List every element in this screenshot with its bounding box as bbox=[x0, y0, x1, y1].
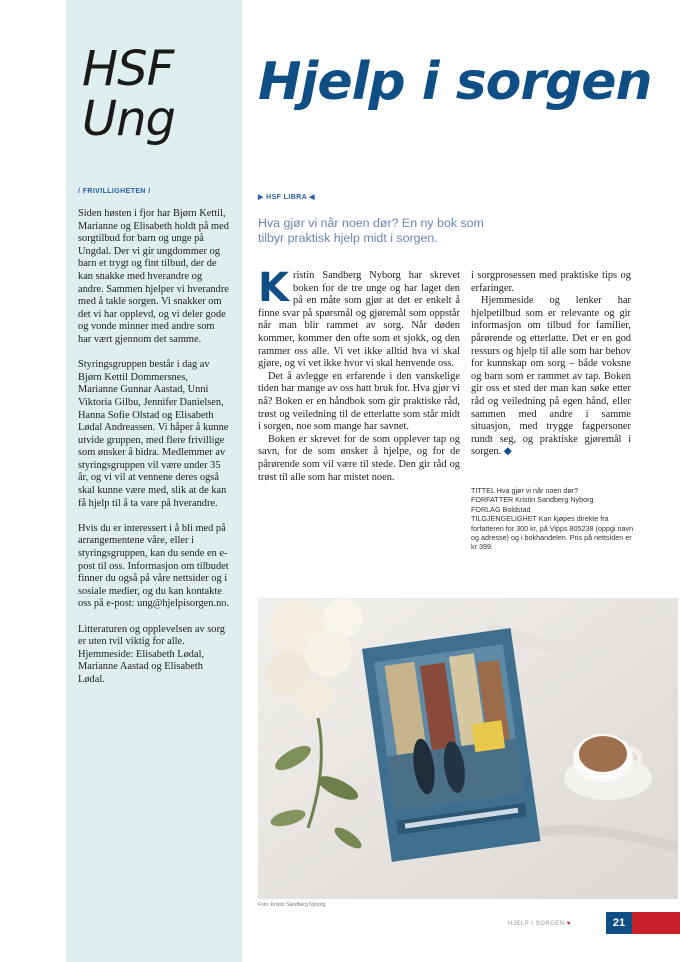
drop-cap: K bbox=[258, 265, 289, 311]
ingress-line-2: tilbyr praktisk hjelp midt i sorgen. bbox=[258, 231, 438, 245]
sidebar-kicker: / FRIVILLIGHETEN / bbox=[78, 188, 151, 195]
page-accent-bar bbox=[632, 912, 680, 934]
article-column-1 bbox=[258, 265, 460, 484]
body-paragraph: i sorgprosessen med praktiske tips og erfaringer. bbox=[471, 270, 631, 294]
body-paragraph-text: Hjemmeside og lenker har hjelpetilbud som er relevante og gir informasjon om tilbud for familier, pårørende og etterlatte. Det er en god ressurs og hjelp til alle som har behov for kunnskap om sorg – både voksne og barn som er rammet av tap. Boken gir oss et sted der man kan søke etter råd og veiledning på egen hånd, eller sammen med andre i samme situasjon, med trygge fagpersoner rundt seg, og praktiske gjøremål i sorgen. bbox=[471, 295, 631, 458]
sidebar-brand bbox=[82, 41, 176, 147]
article-photo bbox=[258, 598, 678, 899]
article-column-2 bbox=[471, 270, 631, 459]
body-paragraph: ristin Sandberg Nyborg har skrevet boken for de tre unge og har laget den på en måte som gjør at det er enkelt å finne svar på spørsmål og gjøremål som oppstår når man blir rammet av sorg. Når døden kommer, kommer den ofte som et sjokk, og den rammer oss alle. Vi vet ikke alltid hva vi skal gjøre, og vi vet ikke hvor vi skal henvende oss. bbox=[258, 270, 460, 370]
sidebar-paragraph: Styringsgruppen består i dag av Bjørn Kettil Dommersnes, Marianne Gunnar Aastad, Unni Viktoria Gilbu, Jennifer Danielsen, Hanna Sofie Olstad og Elisabeth Lødal Andreassen. Vi håper å kunne utvide gruppen, med flere frivillige som ønsker å bidra. Medlemmer av styringsgruppen vil være under 35 år, og vi vil at vennene deres også skal kunne være med, slik at de kan få hjelp til å ta vare på hverandre. bbox=[78, 359, 229, 509]
ingress-line-1: Hva gjør vi når noen dør? En ny bok som bbox=[258, 216, 484, 230]
fact-title: TITTEL Hva gjør vi når noen dør? bbox=[471, 486, 579, 495]
footer-magazine bbox=[508, 921, 571, 927]
fact-availability: TILGJENGELIGHET Kan kjøpes direkte fra forfatteren for 300 kr, på Vipps 805238 (oppgi navn og adresse) og i bokhandelen. Pris på nettsiden er kr 399. bbox=[471, 514, 634, 552]
body-paragraph: Boken er skrevet for de som opplever tap og savn, for de som ønsker å hjelpe, og for de pårørende som vil være til stede. Den gir råd og trøst til alle som har mistet noen. bbox=[258, 433, 460, 483]
heart-icon: ♥ bbox=[566, 921, 571, 927]
sidebar-paragraph: Hvis du er interessert i å bli med på arrangementene våre, eller i styringsgruppen, kan du sende en e-post til oss. Informasjon om tilbudet finner du også på våre nettsider og i sosiale medier, og du kan kontakte oss på e-post: ung@hjelpisorgen.no. bbox=[78, 522, 230, 610]
article-kicker: ▶ HSF LIBRA ◀ bbox=[258, 194, 315, 201]
brand-line-1: HSF bbox=[82, 41, 174, 97]
fact-author: FORFATTER Kristin Sandberg Nyborg bbox=[471, 495, 594, 505]
body-paragraph bbox=[471, 295, 631, 459]
brand-line-2: Ung bbox=[82, 91, 176, 147]
book-photo-illustration bbox=[258, 598, 678, 899]
sidebar-body bbox=[78, 208, 230, 699]
sidebar-paragraph: Litteraturen og opplevelsen av sorg er uten tvil viktig for alle. Hjemmeside: Elisabeth Lødal, Marianne Aastad og Elisabeth Lødal. bbox=[78, 623, 225, 685]
body-paragraph: Det å avlegge en erfarende i den vanskelige tiden har mange av oss hatt bruk for. Hva gjør vi nå? Boken er en håndbok som gir praktiske råd, trøst og veiledning til de etterlatte som står midt i sorgen, noe som mange har savnet. bbox=[258, 370, 460, 433]
fact-publisher: FORLAG Boldstad bbox=[471, 504, 531, 514]
article-ingress bbox=[258, 216, 588, 246]
page-number: 21 bbox=[606, 912, 632, 934]
fact-box bbox=[471, 486, 636, 552]
article-headline: Hjelp i sorgen bbox=[258, 52, 652, 112]
footer-magazine-name: HJELP I SORGEN bbox=[508, 921, 565, 927]
end-mark-icon: ◆ bbox=[503, 446, 512, 458]
photo-caption: Foto: Kristin Sandberg Nyborg bbox=[258, 902, 326, 908]
sidebar-paragraph: Siden høsten i fjor har Bjørn Kettil, Marianne og Elisabeth holdt på med sorgtilbud for barn og unge på Ungdal. Der vi gir ungdommer og barn et trygt og fint tilbud, der de kan snakke med hverandre og andre. Sammen hjelper vi hverandre med å takle sorgen. Vi snakker om det vi har opplevd, og vi deler gode og vonde minner med andre som har vært gjennom det samme. bbox=[78, 208, 229, 345]
sidebar bbox=[66, 0, 242, 962]
book-cover-icon bbox=[362, 628, 540, 862]
